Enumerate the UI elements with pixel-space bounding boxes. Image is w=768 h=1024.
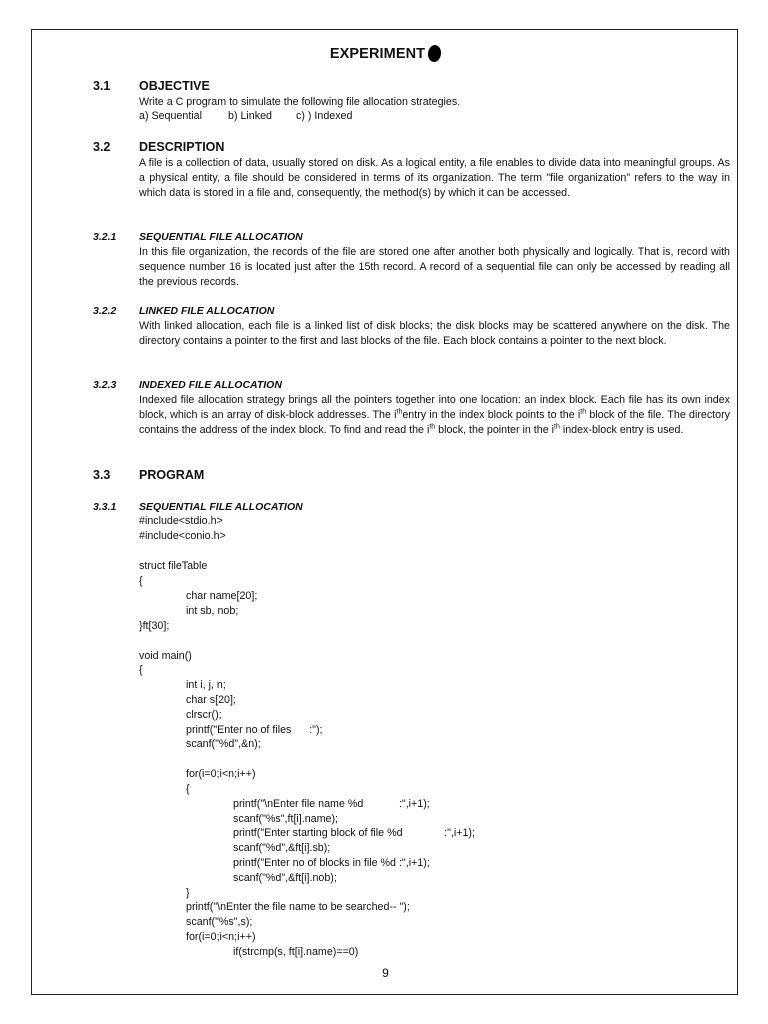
code-line: scanf("%s",s); (186, 916, 253, 928)
code-line: }ft[30]; (139, 620, 170, 632)
objective-option-c: c) ) Indexed (296, 110, 353, 122)
code-line: scanf("%s",ft[i].name); (233, 813, 338, 825)
code-line: printf("Enter no of blocks in file %d :",i+1); (233, 857, 430, 869)
page-frame (31, 29, 738, 995)
code-line: { (139, 664, 143, 676)
subsection-heading: SEQUENTIAL FILE ALLOCATION (139, 231, 303, 243)
objective-option-a: a) Sequential (139, 110, 202, 122)
subsection-number: 3.2.1 (93, 231, 117, 243)
subsection-number: 3.2.3 (93, 379, 117, 391)
section-number: 3.1 (93, 79, 111, 93)
code-line: scanf("%d",&ft[i].nob); (233, 872, 337, 884)
code-line: } (186, 887, 190, 899)
page-title (32, 45, 739, 62)
description-paragraph: A file is a collection of data, usually stored on disk. As a logical entity, a file enables to divide data into meaningful groups. As a physical entity, a file should be considered in terms of its organization. The term "file organization" refers to the way in which data is stored in a file and, consequently, the method(s) by which it can be accessed. (139, 157, 730, 199)
title-text: EXPERIMENT (329, 46, 426, 62)
section-heading: PROGRAM (139, 468, 205, 482)
subsection-number: 3.2.2 (93, 305, 117, 317)
code-line: printf("\nEnter file name %d :",i+1); (233, 798, 430, 810)
subsection-number: 3.3.1 (93, 501, 117, 513)
code-line: clrscr(); (186, 709, 222, 721)
code-line: printf("\nEnter the file name to be searched-- "); (186, 901, 410, 913)
code-line: { (186, 783, 190, 795)
code-line: int i, j, n; (186, 679, 226, 691)
sequential-paragraph: In this file organization, the records of the file are stored one after another both physically and logically. That is, record with sequence number 16 is located just after the 15th record. A record of a sequential file can only be accessed by reading all the previous records. (139, 246, 730, 288)
subsection-heading: LINKED FILE ALLOCATION (139, 305, 275, 317)
code-line: printf("Enter starting block of file %d :",i+1); (233, 827, 475, 839)
objective-text: Write a C program to simulate the following file allocation strategies. (139, 96, 461, 108)
code-line: struct fileTable (139, 560, 208, 572)
code-line: for(i=0;i<n;i++) (186, 931, 256, 943)
page-number: 9 (382, 966, 389, 980)
linked-paragraph: With linked allocation, each file is a linked list of disk blocks; the disk blocks may be scattered anywhere on the disk. The directory contains a pointer to the first and last blocks of the file. Each block contains a pointer to the next block. (139, 320, 730, 347)
code-line: for(i=0;i<n;i++) (186, 768, 256, 780)
code-line: #include<conio.h> (139, 530, 226, 542)
subsection-heading: INDEXED FILE ALLOCATION (139, 379, 282, 391)
section-number: 3.3 (93, 468, 111, 482)
section-heading: DESCRIPTION (139, 140, 225, 154)
section-heading: OBJECTIVE (139, 79, 210, 93)
section-number: 3.2 (93, 140, 111, 154)
ink-blot (427, 44, 442, 63)
code-line: char name[20]; (186, 590, 258, 602)
code-line: if(strcmp(s, ft[i].name)==0) (233, 946, 359, 958)
code-line: { (139, 575, 143, 587)
code-line: scanf("%d",&ft[i].sb); (233, 842, 331, 854)
code-line: char s[20]; (186, 694, 236, 706)
subsection-heading: SEQUENTIAL FILE ALLOCATION (139, 501, 303, 513)
indexed-paragraph: Indexed file allocation strategy brings all the pointers together into one location: an index block. Each file has its own index block, which is an array of disk-block addresses. The $i^{th}entry$ in the index block points to the $i^{th}$ block of the file. The directory contains the address of the index block. To find and read the $i^{th}$ block, the pointer in the $i^{th}$ index-block entry is used. (139, 394, 730, 436)
objective-option-b: b) Linked (228, 110, 272, 122)
code-line: int sb, nob; (186, 605, 239, 617)
code-line: scanf("%d",&n); (186, 738, 261, 750)
code-line: void main() (139, 650, 192, 662)
code-line: #include<stdio.h> (139, 515, 223, 527)
code-line: printf("Enter no of files :"); (186, 724, 323, 736)
